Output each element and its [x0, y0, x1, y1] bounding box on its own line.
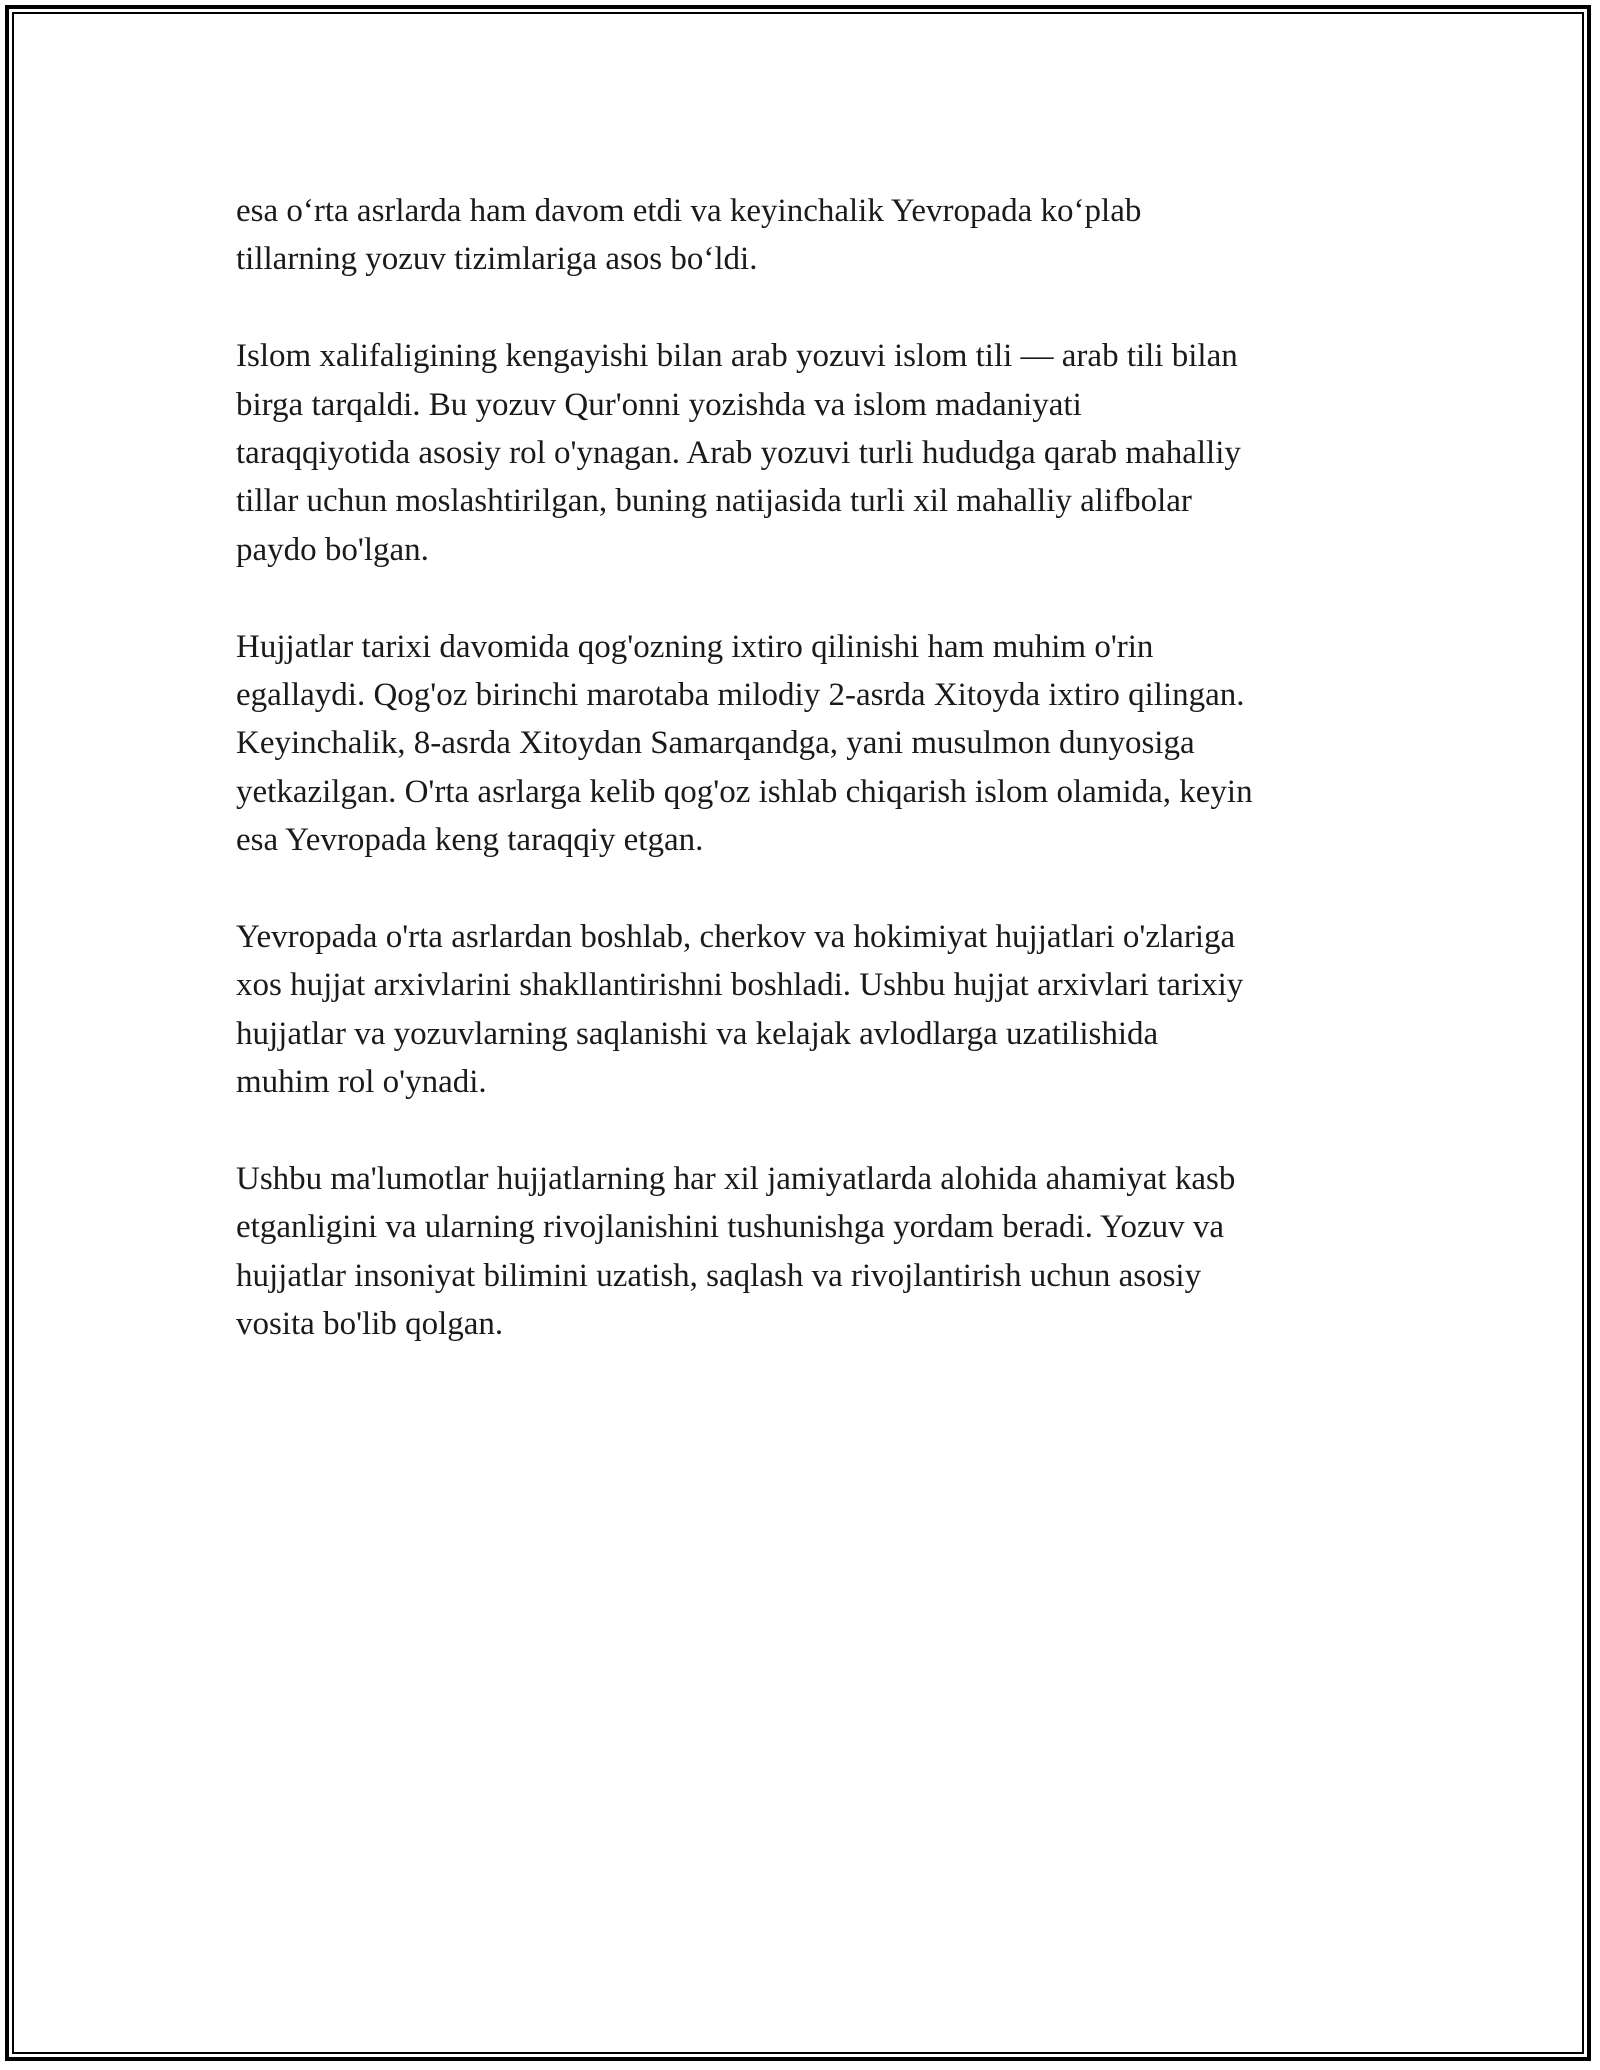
document-body [236, 187, 1386, 1397]
text-line: muhim rol o'ynadi. [236, 1064, 487, 1101]
paragraph [236, 623, 1386, 865]
text-line: esa Yevropada keng taraqqiy etgan. [236, 822, 704, 859]
text-line: birga tarqaldi. Bu yozuv Qur'onni yozishda va islom madaniyati [236, 386, 1082, 423]
text-line: tillar uchun moslashtirilgan, buning natijasida turli xil mahalliy alifbolar [236, 483, 1192, 520]
text-line: Yevropada o'rta asrlardan boshlab, cherkov va hokimiyat hujjatlari o'zlariga [236, 919, 1236, 956]
text-line: hujjatlar insoniyat bilimini uzatish, saqlash va rivojlantirish uchun asosiy [236, 1257, 1202, 1294]
text-line: taraqqiyotida asosiy rol o'ynagan. Arab yozuvi turli hududga qarab mahalliy [236, 435, 1241, 472]
text-line: hujjatlar va yozuvlarning saqlanishi va kelajak avlodlarga uzatilishida [236, 1015, 1159, 1052]
text-line: Hujjatlar tarixi davomida qog'ozning ixtiro qilinishi ham muhim o'rin [236, 628, 1154, 665]
text-line: esa o‘rta asrlarda ham davom etdi va keyinchalik Yevropada ko‘plab [236, 193, 1142, 229]
text-line: etganligini va ularning rivojlanishini tushunishga yordam beradi. Yozuv va [236, 1209, 1225, 1246]
text-line: vosita bo'lib qolgan. [236, 1306, 504, 1343]
text-line: Keyinchalik, 8-asrda Xitoydan Samarqandga, yani musulmon dunyosiga [236, 725, 1195, 762]
paragraph [236, 913, 1386, 1107]
text-line: yetkazilgan. O'rta asrlarga kelib qog'oz ishlab chiqarish islom olamida, keyin [236, 773, 1253, 810]
paragraph [236, 1155, 1386, 1349]
text-line: tillarning yozuv tizimlariga asos bo‘ldi. [236, 241, 758, 278]
text-line: paydo bo'lgan. [236, 531, 429, 568]
paragraph [236, 187, 1386, 284]
text-line: Islom xalifaligining kengayishi bilan arab yozuvi islom tili — arab tili bilan [236, 338, 1238, 375]
text-line: Ushbu ma'lumotlar hujjatlarning har xil jamiyatlarda alohida ahamiyat kasb [236, 1161, 1236, 1198]
paragraph [236, 332, 1386, 574]
text-line: egallaydi. Qog'oz birinchi marotaba milodiy 2-asrda Xitoyda ixtiro qilingan. [236, 677, 1245, 714]
text-line: xos hujjat arxivlarini shakllantirishni boshladi. Ushbu hujjat arxivlari tarixiy [236, 967, 1244, 1004]
